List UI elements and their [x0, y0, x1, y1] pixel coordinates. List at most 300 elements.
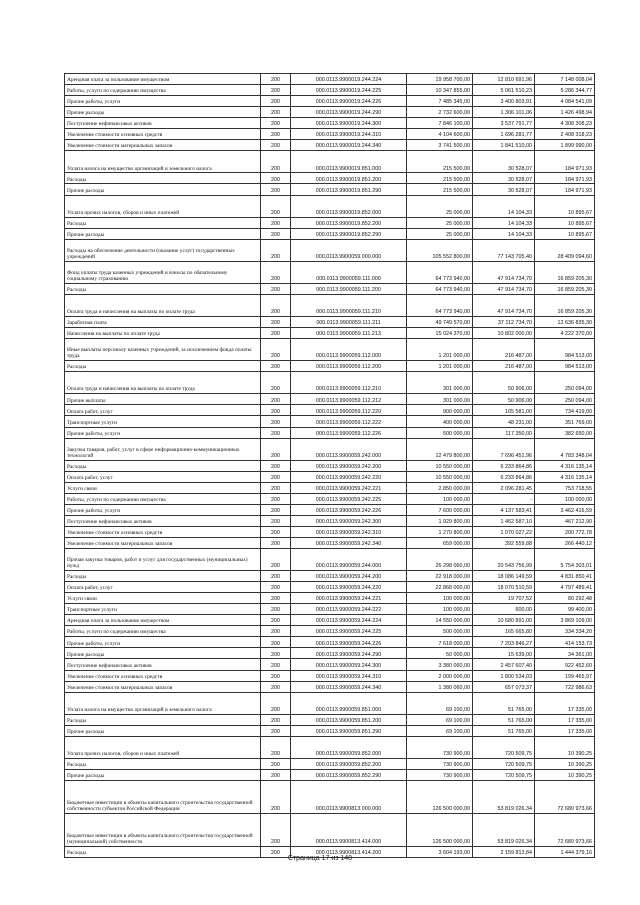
item-name-cell: Заработная плата: [65, 317, 261, 328]
item-name-cell: Увеличение стоимости основных средств: [65, 670, 261, 681]
approved-amount-cell: 25 000,00: [407, 195, 473, 217]
item-name-cell: Прочие работы, услуги: [65, 504, 261, 515]
table-row: [65, 725, 595, 736]
item-name-cell: Иные выплаты персоналу казенных учреждений, за исключением фонда оплаты труда: [65, 339, 261, 361]
budget-code-cell: 000.0113.9900059.851.290: [291, 725, 407, 736]
unexecuted-amount-cell: 10 895,67: [535, 217, 595, 228]
item-name-cell: Фонд оплаты труда казенных учреждений и взносы по обязательному социальному страхованию: [65, 261, 261, 283]
item-name-cell: Оплата труда и начисления на выплаты по оплате труда: [65, 294, 261, 316]
line-code-cell: 200: [261, 736, 291, 758]
unexecuted-amount-cell: 10 390,25: [535, 758, 595, 769]
item-name-cell: Поступление нефинансовых активов: [65, 118, 261, 129]
budget-code-cell: 000.0113.9900019.244.224: [291, 74, 407, 85]
approved-amount-cell: 7 485 345,00: [407, 96, 473, 107]
unexecuted-amount-cell: 351 769,00: [535, 416, 595, 427]
unexecuted-amount-cell: 266 440,12: [535, 537, 595, 548]
line-code-cell: 200: [261, 537, 291, 548]
executed-amount-cell: 47 914 734,70: [473, 283, 535, 294]
unexecuted-amount-cell: 382 650,00: [535, 427, 595, 438]
table-row: [65, 758, 595, 769]
approved-amount-cell: 215 500,00: [407, 151, 473, 173]
executed-amount-cell: 216 487,00: [473, 361, 535, 372]
approved-amount-cell: 69 100,00: [407, 725, 473, 736]
approved-amount-cell: 126 500 000,00: [407, 814, 473, 847]
table-row: [65, 471, 595, 482]
unexecuted-amount-cell: 334 334,20: [535, 626, 595, 637]
table-row: [65, 736, 595, 758]
executed-amount-cell: 14 104,33: [473, 195, 535, 217]
approved-amount-cell: 69 100,00: [407, 714, 473, 725]
executed-amount-cell: 10 802 000,00: [473, 328, 535, 339]
page-number: Страница 17 из 148: [287, 855, 353, 862]
approved-amount-cell: 500 000,00: [407, 427, 473, 438]
unexecuted-amount-cell: 250 094,00: [535, 394, 595, 405]
table-row: [65, 714, 595, 725]
line-code-cell: 200: [261, 394, 291, 405]
item-name-cell: Уплата прочих налогов, сборов и иных платежей: [65, 736, 261, 758]
executed-amount-cell: 12 810 691,96: [473, 74, 535, 85]
unexecuted-amount-cell: 199 465,97: [535, 670, 595, 681]
line-code-cell: 200: [261, 604, 291, 615]
unexecuted-amount-cell: 3 462 416,59: [535, 504, 595, 515]
budget-code-cell: 000.0113.9900813.000.000: [291, 781, 407, 814]
approved-amount-cell: 7 846 100,00: [407, 118, 473, 129]
budget-code-cell: 000.0113.9900059.244.300: [291, 659, 407, 670]
approved-amount-cell: 215 500,00: [407, 173, 473, 184]
line-code-cell: 200: [261, 74, 291, 85]
table-row: [65, 781, 595, 814]
approved-amount-cell: 1 201 000,00: [407, 339, 473, 361]
line-code-cell: 200: [261, 769, 291, 780]
item-name-cell: Увеличение стоимости материальных запасов: [65, 140, 261, 151]
executed-amount-cell: 1 841 510,00: [473, 140, 535, 151]
item-name-cell: Прочие работы, услуги: [65, 96, 261, 107]
approved-amount-cell: 105 552 800,00: [407, 239, 473, 261]
unexecuted-amount-cell: 5 754 303,01: [535, 549, 595, 571]
executed-amount-cell: 53 819 026,34: [473, 814, 535, 847]
unexecuted-amount-cell: 414 153,73: [535, 637, 595, 648]
executed-amount-cell: 1 462 587,10: [473, 515, 535, 526]
executed-amount-cell: 50 906,00: [473, 372, 535, 394]
unexecuted-amount-cell: 28 409 094,60: [535, 239, 595, 261]
table-row: [65, 537, 595, 548]
table-row: [65, 692, 595, 714]
budget-code-cell: 000.0113.9900059.112.210: [291, 372, 407, 394]
item-name-cell: Прочие работы, услуги: [65, 637, 261, 648]
executed-amount-cell: 720 509,75: [473, 758, 535, 769]
approved-amount-cell: 301 000,00: [407, 372, 473, 394]
approved-amount-cell: 7 618 000,00: [407, 637, 473, 648]
executed-amount-cell: 1 696 281,77: [473, 129, 535, 140]
approved-amount-cell: 730 900,00: [407, 769, 473, 780]
unexecuted-amount-cell: 4 222 370,00: [535, 328, 595, 339]
approved-amount-cell: 100 000,00: [407, 604, 473, 615]
item-name-cell: Расходы: [65, 460, 261, 471]
unexecuted-amount-cell: 4 316 135,14: [535, 460, 595, 471]
executed-amount-cell: 14 104,33: [473, 228, 535, 239]
item-name-cell: Услуги связи: [65, 482, 261, 493]
executed-amount-cell: 30 528,07: [473, 184, 535, 195]
item-name-cell: Прочие расходы: [65, 184, 261, 195]
unexecuted-amount-cell: 722 986,63: [535, 681, 595, 692]
budget-code-cell: 000.0113.9900059.242.226: [291, 504, 407, 515]
approved-amount-cell: 3 380 060,00: [407, 659, 473, 670]
executed-amount-cell: 20 543 756,99: [473, 549, 535, 571]
budget-code-cell: 000.0113.9900059.111.213: [291, 328, 407, 339]
approved-amount-cell: 15 024 370,00: [407, 328, 473, 339]
budget-code-cell: 000.0113.9900059.244.000: [291, 549, 407, 571]
approved-amount-cell: 900 000,00: [407, 405, 473, 416]
budget-code-cell: 000.0113.9900813.414.000: [291, 814, 407, 847]
line-code-cell: 200: [261, 549, 291, 571]
line-code-cell: 200: [261, 427, 291, 438]
item-name-cell: Транспортные услуги: [65, 604, 261, 615]
unexecuted-amount-cell: 99 400,00: [535, 604, 595, 615]
executed-amount-cell: 15 639,00: [473, 648, 535, 659]
item-name-cell: Услуги связи: [65, 593, 261, 604]
budget-code-cell: 000.0113.9900059.244.200: [291, 571, 407, 582]
approved-amount-cell: 730 900,00: [407, 758, 473, 769]
line-code-cell: 200: [261, 438, 291, 460]
executed-amount-cell: 2 457 607,40: [473, 659, 535, 670]
unexecuted-amount-cell: 4 831 850,41: [535, 571, 595, 582]
budget-code-cell: 000.0113.9900059.242.220: [291, 471, 407, 482]
table-row: [65, 217, 595, 228]
line-code-cell: 200: [261, 692, 291, 714]
table-row: [65, 515, 595, 526]
unexecuted-amount-cell: 4 783 348,04: [535, 438, 595, 460]
executed-amount-cell: 30 528,07: [473, 173, 535, 184]
unexecuted-amount-cell: 16 859 205,30: [535, 294, 595, 316]
line-code-cell: 200: [261, 471, 291, 482]
budget-code-cell: 000.0113.9900059.244.310: [291, 670, 407, 681]
table-row: [65, 74, 595, 85]
executed-amount-cell: 3 537 791,77: [473, 118, 535, 129]
item-name-cell: Уплата налога на имущество организаций и земельного налога: [65, 151, 261, 173]
approved-amount-cell: 2 850 000,00: [407, 482, 473, 493]
item-name-cell: Работы, услуги по содержанию имущества: [65, 85, 261, 96]
line-code-cell: 200: [261, 107, 291, 118]
approved-amount-cell: 19 958 700,00: [407, 74, 473, 85]
table-row: [65, 173, 595, 184]
executed-amount-cell: 18 086 149,59: [473, 571, 535, 582]
approved-amount-cell: 100 000,00: [407, 593, 473, 604]
item-name-cell: Увеличение стоимости основных средств: [65, 526, 261, 537]
line-code-cell: 200: [261, 571, 291, 582]
item-name-cell: Увеличение стоимости материальных запасов: [65, 537, 261, 548]
table-row: [65, 582, 595, 593]
item-name-cell: Прочие выплаты: [65, 394, 261, 405]
executed-amount-cell: 7 203 846,27: [473, 637, 535, 648]
line-code-cell: 200: [261, 515, 291, 526]
table-row: [65, 317, 595, 328]
budget-code-cell: 000.0113.9900059.111.210: [291, 294, 407, 316]
unexecuted-amount-cell: 250 094,00: [535, 372, 595, 394]
unexecuted-amount-cell: 200 772,78: [535, 526, 595, 537]
item-name-cell: Арендная плата за пользование имуществом: [65, 615, 261, 626]
line-code-cell: 200: [261, 847, 291, 858]
budget-code-cell: 000.0113.9900059.112.220: [291, 405, 407, 416]
executed-amount-cell: 37 112 734,70: [473, 317, 535, 328]
expenditure-table: [64, 73, 595, 858]
table-row: [65, 681, 595, 692]
budget-code-cell: 000.0113.9900059.242.310: [291, 526, 407, 537]
line-code-cell: 200: [261, 239, 291, 261]
item-name-cell: Работы, услуги по содержанию имущества: [65, 626, 261, 637]
line-code-cell: 200: [261, 593, 291, 604]
item-name-cell: Уплата налога на имущество организаций и земельного налога: [65, 692, 261, 714]
approved-amount-cell: 25 000,00: [407, 228, 473, 239]
item-name-cell: Прочие работы, услуги: [65, 427, 261, 438]
approved-amount-cell: 2 000 000,00: [407, 670, 473, 681]
table-row: [65, 416, 595, 427]
approved-amount-cell: 14 550 000,00: [407, 615, 473, 626]
table-row: [65, 261, 595, 283]
executed-amount-cell: 2 159 813,84: [473, 847, 535, 858]
budget-code-cell: 000.0113.9900059.242.225: [291, 493, 407, 504]
line-code-cell: 200: [261, 615, 291, 626]
unexecuted-amount-cell: 5 286 344,77: [535, 85, 595, 96]
table-row: [65, 659, 595, 670]
unexecuted-amount-cell: 17 335,00: [535, 725, 595, 736]
item-name-cell: Прочие расходы: [65, 769, 261, 780]
item-name-cell: Прочая закупка товаров, работ и услуг для государственных (муниципальных) нужд: [65, 549, 261, 571]
approved-amount-cell: 100 000,00: [407, 493, 473, 504]
item-name-cell: Поступление нефинансовых активов: [65, 515, 261, 526]
table-row: [65, 604, 595, 615]
executed-amount-cell: 600,00: [473, 604, 535, 615]
line-code-cell: 200: [261, 758, 291, 769]
executed-amount-cell: 47 914 734,70: [473, 294, 535, 316]
unexecuted-amount-cell: 100 000,00: [535, 493, 595, 504]
executed-amount-cell: 1 070 027,22: [473, 526, 535, 537]
approved-amount-cell: 64 773 940,00: [407, 283, 473, 294]
table-row: [65, 615, 595, 626]
item-name-cell: Оплата работ, услуг: [65, 582, 261, 593]
item-name-cell: Расходы: [65, 361, 261, 372]
table-row: [65, 195, 595, 217]
executed-amount-cell: 117 350,00: [473, 427, 535, 438]
line-code-cell: 200: [261, 416, 291, 427]
line-code-cell: 200: [261, 96, 291, 107]
table-row: [65, 140, 595, 151]
budget-code-cell: 000.0113.9900019.244.225: [291, 85, 407, 96]
item-name-cell: Прочие расходы: [65, 648, 261, 659]
budget-code-cell: 000.0113.9900059.244.221: [291, 593, 407, 604]
line-code-cell: 200: [261, 714, 291, 725]
executed-amount-cell: 48 231,00: [473, 416, 535, 427]
unexecuted-amount-cell: 184 971,93: [535, 173, 595, 184]
executed-amount-cell: 165 665,80: [473, 626, 535, 637]
approved-amount-cell: 12 479 800,00: [407, 438, 473, 460]
item-name-cell: Увеличение стоимости материальных запасов: [65, 681, 261, 692]
budget-code-cell: 000.0113.9900059.852.290: [291, 769, 407, 780]
item-name-cell: Расходы: [65, 283, 261, 294]
unexecuted-amount-cell: 4 084 541,09: [535, 96, 595, 107]
unexecuted-amount-cell: 4 308 308,23: [535, 118, 595, 129]
table-row: [65, 637, 595, 648]
executed-amount-cell: -: [473, 493, 535, 504]
item-name-cell: Прочие расходы: [65, 228, 261, 239]
approved-amount-cell: 500 000,00: [407, 626, 473, 637]
executed-amount-cell: 165 581,00: [473, 405, 535, 416]
line-code-cell: 200: [261, 140, 291, 151]
budget-code-cell: 000.0113.9900059.244.220: [291, 582, 407, 593]
budget-code-cell: 000.0113.9900059.112.000: [291, 339, 407, 361]
budget-code-cell: 000.0113.9900059.244.225: [291, 626, 407, 637]
executed-amount-cell: 53 819 026,34: [473, 781, 535, 814]
item-name-cell: Бюджетные инвестиции в объекты капитального строительства государственной (муниципальной) собственности: [65, 814, 261, 847]
executed-amount-cell: 216 487,00: [473, 339, 535, 361]
line-code-cell: 200: [261, 173, 291, 184]
budget-code-cell: 000.0113.9900019.852.000: [291, 195, 407, 217]
approved-amount-cell: 69 100,00: [407, 692, 473, 714]
executed-amount-cell: 6 233 864,86: [473, 460, 535, 471]
item-name-cell: Расходы: [65, 173, 261, 184]
budget-code-cell: 000.0113.9900019.851.200: [291, 173, 407, 184]
approved-amount-cell: 10 347 855,00: [407, 85, 473, 96]
unexecuted-amount-cell: 34 361,00: [535, 648, 595, 659]
line-code-cell: 200: [261, 582, 291, 593]
budget-code-cell: 000.0113.9900059.851.000: [291, 692, 407, 714]
line-code-cell: 200: [261, 405, 291, 416]
executed-amount-cell: 3 400 803,91: [473, 96, 535, 107]
executed-amount-cell: 51 765,00: [473, 714, 535, 725]
table-row: [65, 85, 595, 96]
table-row: [65, 361, 595, 372]
approved-amount-cell: 1 270 800,00: [407, 526, 473, 537]
item-name-cell: Расходы: [65, 217, 261, 228]
unexecuted-amount-cell: 72 680 973,66: [535, 781, 595, 814]
unexecuted-amount-cell: 922 452,60: [535, 659, 595, 670]
line-code-cell: 200: [261, 648, 291, 659]
item-name-cell: Оплата работ, услуг: [65, 471, 261, 482]
budget-code-cell: 000.0113.9900059.112.200: [291, 361, 407, 372]
unexecuted-amount-cell: 4 316 135,14: [535, 471, 595, 482]
executed-amount-cell: 720 509,75: [473, 769, 535, 780]
line-code-cell: 200: [261, 195, 291, 217]
table-row: [65, 648, 595, 659]
unexecuted-amount-cell: 7 148 008,04: [535, 74, 595, 85]
budget-code-cell: 000.0113.9900059.111.200: [291, 283, 407, 294]
unexecuted-amount-cell: 753 718,55: [535, 482, 595, 493]
approved-amount-cell: 1 929 800,00: [407, 515, 473, 526]
unexecuted-amount-cell: 16 859 205,30: [535, 261, 595, 283]
line-code-cell: 200: [261, 725, 291, 736]
approved-amount-cell: 50 000,00: [407, 648, 473, 659]
approved-amount-cell: 22 868 000,00: [407, 582, 473, 593]
unexecuted-amount-cell: 80 292,48: [535, 593, 595, 604]
approved-amount-cell: 3 604 193,00: [407, 847, 473, 858]
line-code-cell: 200: [261, 184, 291, 195]
budget-code-cell: 000.0113.9900059.111.000: [291, 261, 407, 283]
item-name-cell: Расходы: [65, 714, 261, 725]
approved-amount-cell: 126 500 000,00: [407, 781, 473, 814]
approved-amount-cell: 10 550 000,00: [407, 471, 473, 482]
approved-amount-cell: 400 000,00: [407, 416, 473, 427]
table-row: [65, 184, 595, 195]
line-code-cell: 200: [261, 129, 291, 140]
unexecuted-amount-cell: 1 899 990,00: [535, 140, 595, 151]
approved-amount-cell: 64 773 940,00: [407, 261, 473, 283]
table-row: [65, 405, 595, 416]
budget-code-cell: 000.0113.9900059.244.290: [291, 648, 407, 659]
unexecuted-amount-cell: 12 636 835,30: [535, 317, 595, 328]
table-row: [65, 769, 595, 780]
unexecuted-amount-cell: 16 859 205,30: [535, 283, 595, 294]
item-name-cell: Прочие расходы: [65, 725, 261, 736]
table-row: [65, 107, 595, 118]
unexecuted-amount-cell: 3 869 109,00: [535, 615, 595, 626]
item-name-cell: Расходы на обеспечение деятельности (оказание услуг) государственных учреждений: [65, 239, 261, 261]
executed-amount-cell: 50 906,00: [473, 394, 535, 405]
budget-code-cell: 000.0113.9900059.242.300: [291, 515, 407, 526]
budget-code-cell: 000.0113.9900019.244.340: [291, 140, 407, 151]
approved-amount-cell: 49 749 570,00: [407, 317, 473, 328]
line-code-cell: 200: [261, 659, 291, 670]
executed-amount-cell: 1 800 534,03: [473, 670, 535, 681]
executed-amount-cell: 657 073,37: [473, 681, 535, 692]
unexecuted-amount-cell: 734 419,00: [535, 405, 595, 416]
executed-amount-cell: 6 233 864,86: [473, 471, 535, 482]
executed-amount-cell: 392 559,88: [473, 537, 535, 548]
executed-amount-cell: 7 696 451,96: [473, 438, 535, 460]
executed-amount-cell: 2 096 281,45: [473, 482, 535, 493]
line-code-cell: 200: [261, 151, 291, 173]
line-code-cell: 200: [261, 526, 291, 537]
line-code-cell: 200: [261, 493, 291, 504]
approved-amount-cell: 25 000,00: [407, 217, 473, 228]
item-name-cell: Прочие расходы: [65, 107, 261, 118]
budget-code-cell: 000.0113.9900019.244.226: [291, 96, 407, 107]
line-code-cell: 200: [261, 85, 291, 96]
item-name-cell: Оплата труда и начисления на выплаты по оплате труда: [65, 372, 261, 394]
unexecuted-amount-cell: 10 390,25: [535, 736, 595, 758]
unexecuted-amount-cell: 17 335,00: [535, 714, 595, 725]
budget-code-cell: 000.0113.9900059.244.222: [291, 604, 407, 615]
line-code-cell: 200: [261, 294, 291, 316]
approved-amount-cell: 301 000,00: [407, 394, 473, 405]
executed-amount-cell: 51 765,00: [473, 725, 535, 736]
budget-code-cell: 000.0113.9900019.852.290: [291, 228, 407, 239]
table-row: [65, 283, 595, 294]
line-code-cell: 200: [261, 228, 291, 239]
unexecuted-amount-cell: 184 971,93: [535, 151, 595, 173]
line-code-cell: 200: [261, 328, 291, 339]
approved-amount-cell: 215 500,00: [407, 184, 473, 195]
approved-amount-cell: 2 732 600,00: [407, 107, 473, 118]
executed-amount-cell: 720 509,75: [473, 736, 535, 758]
executed-amount-cell: 5 061 510,23: [473, 85, 535, 96]
table-row: [65, 372, 595, 394]
item-name-cell: Расходы: [65, 847, 261, 858]
budget-code-cell: 000.0113.9900059.852.200: [291, 758, 407, 769]
budget-code-cell: 000.0113.9900059.242.340: [291, 537, 407, 548]
item-name-cell: Работы, услуги по содержанию имущества: [65, 493, 261, 504]
approved-amount-cell: 730 900,00: [407, 736, 473, 758]
table-row: [65, 814, 595, 847]
line-code-cell: 200: [261, 626, 291, 637]
unexecuted-amount-cell: 4 797 489,41: [535, 582, 595, 593]
budget-code-cell: 000.0113.9900019.851.000: [291, 151, 407, 173]
table-row: [65, 549, 595, 571]
item-name-cell: Начисления на выплаты по оплате труда: [65, 328, 261, 339]
budget-code-cell: 000.0113.9900019.852.200: [291, 217, 407, 228]
unexecuted-amount-cell: 17 335,00: [535, 692, 595, 714]
executed-amount-cell: 47 914 734,70: [473, 261, 535, 283]
item-name-cell: Арендная плата за пользование имуществом: [65, 74, 261, 85]
line-code-cell: 200: [261, 217, 291, 228]
